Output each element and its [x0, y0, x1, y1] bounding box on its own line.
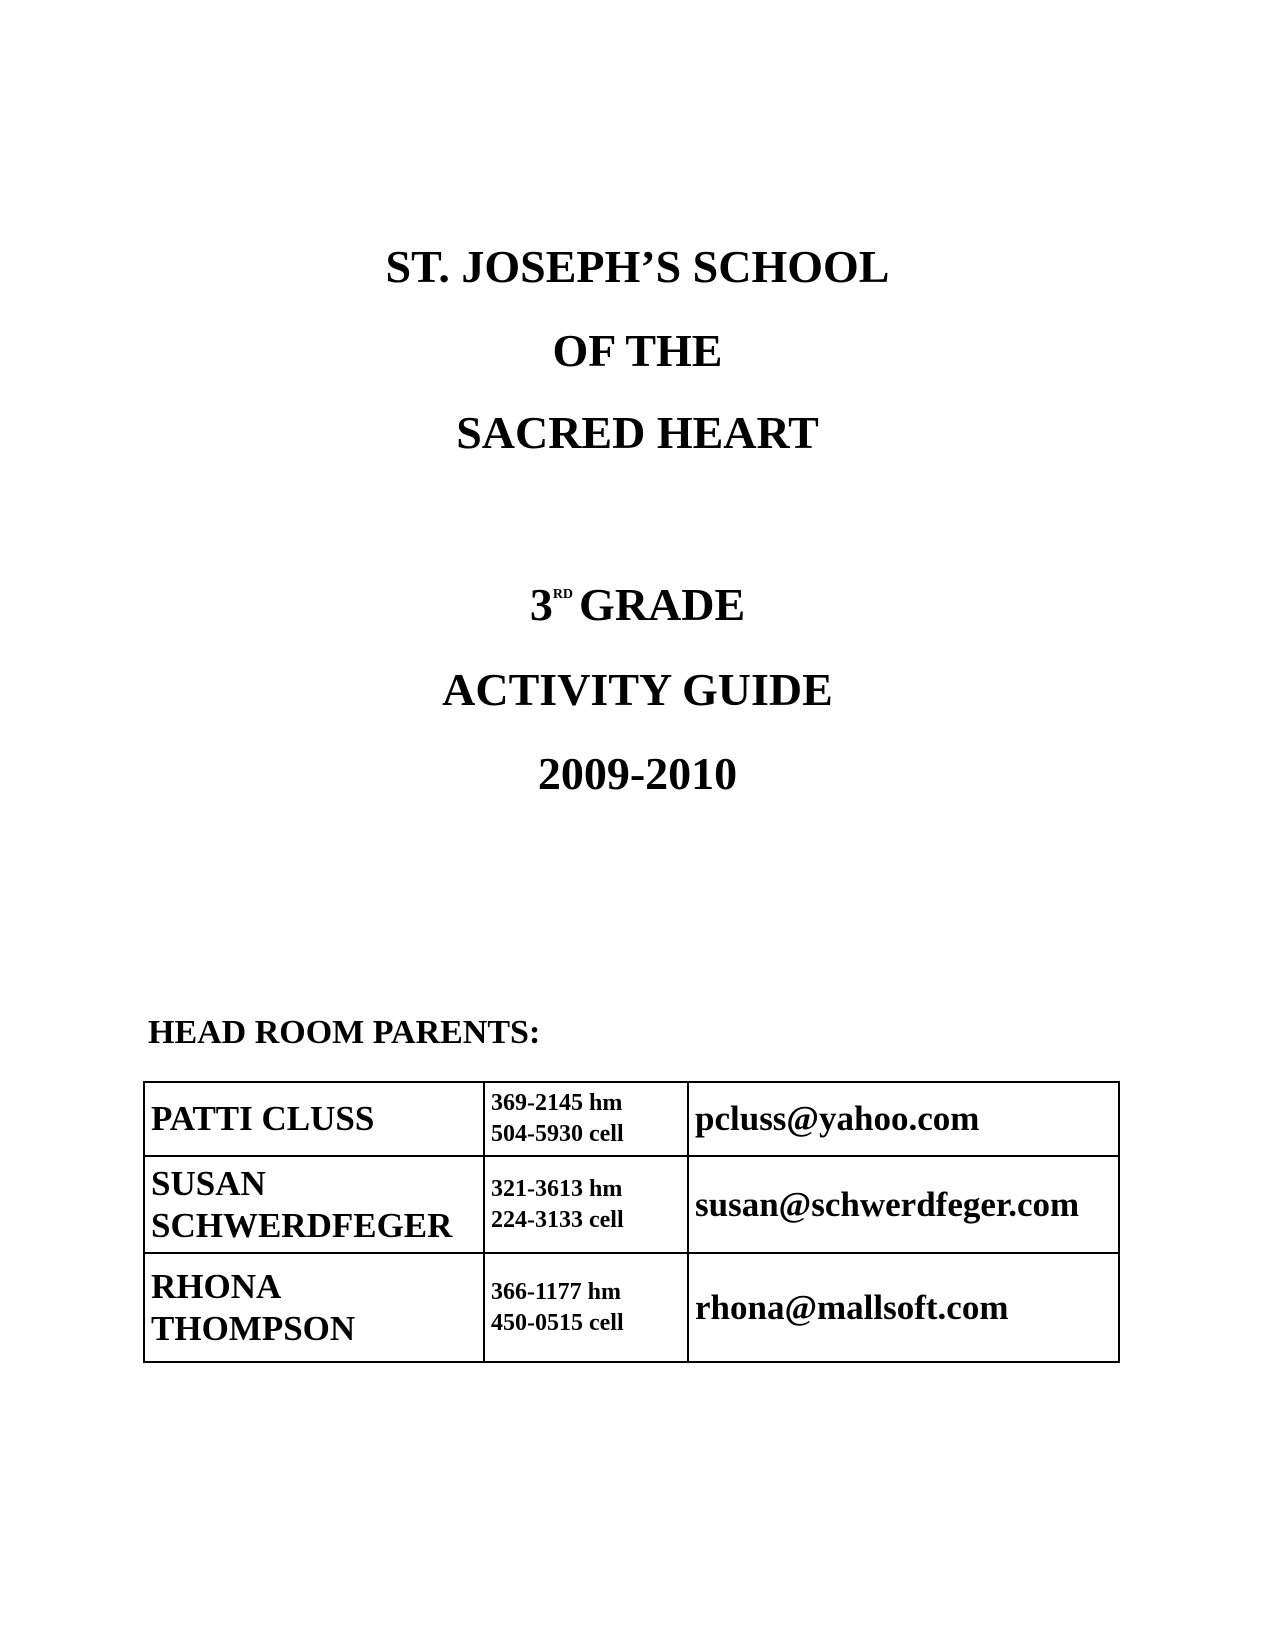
- parent-name: SUSAN SCHWERDFEGER: [144, 1156, 484, 1253]
- parent-phones: 366-1177 hm 450-0515 cell: [484, 1253, 688, 1362]
- parent-phones: 321-3613 hm 224-3133 cell: [484, 1156, 688, 1253]
- guide-title: ACTIVITY GUIDE: [442, 664, 833, 715]
- grade-number: 3: [529, 579, 553, 630]
- school-name-line-1: ST. JOSEPH’S SCHOOL: [385, 241, 890, 292]
- parent-phones: 369-2145 hm 504-5930 cell: [484, 1082, 688, 1156]
- head-room-parents-label: HEAD ROOM PARENTS:: [148, 1014, 541, 1051]
- parent-name: RHONA THOMPSON: [144, 1253, 484, 1362]
- school-name-line-2: OF THE: [552, 325, 723, 376]
- parent-email: susan@schwerdfeger.com: [688, 1156, 1119, 1253]
- parent-email: rhona@mallsoft.com: [688, 1253, 1119, 1362]
- table-row: [144, 1082, 1119, 1156]
- parents-table: [143, 1081, 1120, 1363]
- school-name-line-3: SACRED HEART: [456, 407, 819, 458]
- grade-word: GRADE: [579, 579, 746, 630]
- table-row: [144, 1156, 1119, 1253]
- grade-heading: [0, 579, 1275, 630]
- parent-name: PATTI CLUSS: [144, 1082, 484, 1156]
- grade-suffix: RD: [552, 587, 574, 602]
- parent-email: pcluss@yahoo.com: [688, 1082, 1119, 1156]
- table-row: [144, 1253, 1119, 1362]
- guide-year: 2009-2010: [537, 748, 738, 799]
